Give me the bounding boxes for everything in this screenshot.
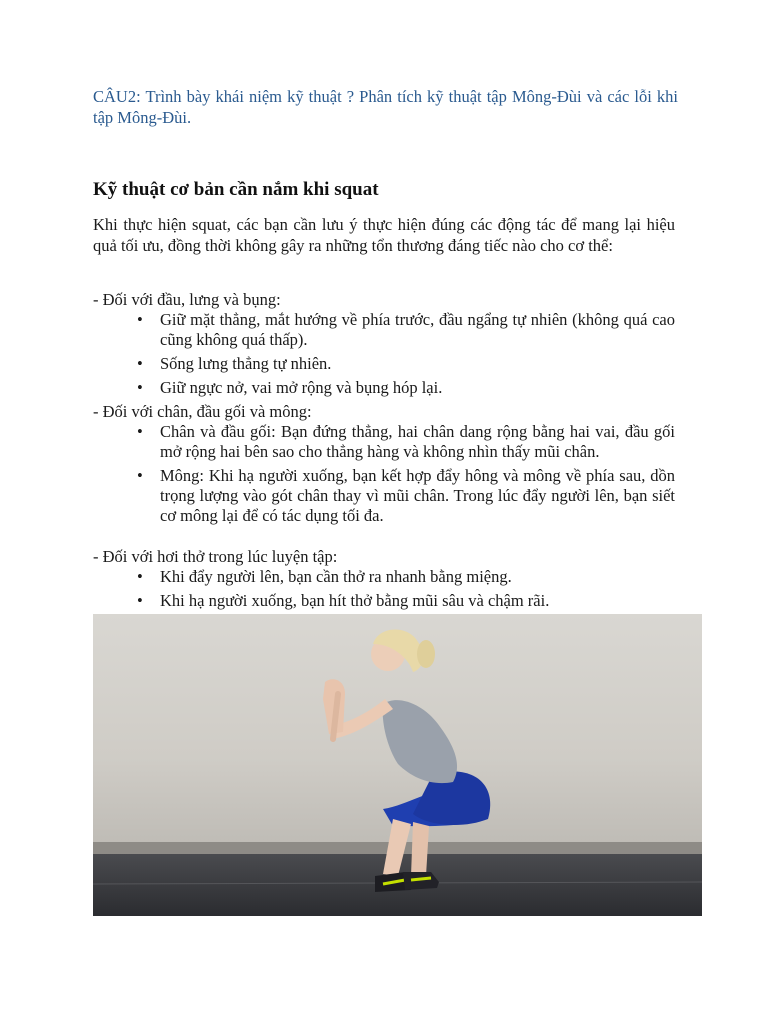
intro-paragraph: Khi thực hiện squat, các bạn cần lưu ý thực hiện đúng các động tác để mang lại hiệu quả tối ưu, đồng thời không gây ra những tổn thương đáng tiếc nào cho cơ thể: — [93, 215, 675, 255]
question-text: CÂU2: Trình bày khái niệm kỹ thuật ? Phân tích kỹ thuật tập Mông-Đùi và các lỗi khi tập Mông-Đùi. — [93, 87, 678, 127]
section-legs-knees-glutes — [93, 402, 675, 530]
bullet-icon: • — [137, 378, 143, 397]
bullet-icon: • — [137, 354, 143, 373]
section-head-back-abs — [93, 290, 675, 402]
bullet-icon: • — [137, 466, 143, 485]
section-title: - Đối với hơi thở trong lúc luyện tập: — [93, 547, 338, 566]
squat-photo — [93, 614, 702, 916]
bullet-icon: • — [137, 567, 143, 586]
list-item: • Giữ ngực nở, vai mở rộng và bụng hóp lại. — [137, 378, 443, 397]
shin — [411, 822, 429, 876]
bullet-icon: • — [137, 422, 143, 441]
bullet-list — [93, 310, 675, 398]
section-breathing — [93, 547, 675, 615]
list-item: • Mông: Khi hạ người xuống, bạn kết hợp đẩy hông và mông về phía sau, dồn trọng lượng vào gót chân thay vì mũi chân. Trong lúc đẩy người lên, bạn siết cơ mông lại để có tác dụng tối đa. — [137, 466, 675, 525]
list-item: • Khi đẩy người lên, bạn cần thở ra nhanh bằng miệng. — [137, 567, 512, 586]
bullet-list — [93, 567, 675, 611]
squat-illustration — [93, 614, 702, 916]
bullet-list — [93, 422, 675, 526]
shoe — [411, 878, 431, 880]
section-heading: Kỹ thuật cơ bản cần nắm khi squat — [93, 179, 379, 200]
list-item: • Khi hạ người xuống, bạn hít thở bằng mũi sâu và chậm rãi. — [137, 591, 550, 610]
list-item: • Giữ mặt thẳng, mắt hướng về phía trước, đầu ngẩng tự nhiên (không quá cao cũng không quá thấp). — [137, 310, 675, 349]
bullet-icon: • — [137, 591, 143, 610]
section-title: - Đối với đầu, lưng và bụng: — [93, 290, 281, 309]
section-title: - Đối với chân, đầu gối và mông: — [93, 402, 312, 421]
bullet-icon: • — [137, 310, 143, 329]
ponytail — [417, 640, 435, 668]
list-item: • Chân và đầu gối: Bạn đứng thẳng, hai chân dang rộng bằng hai vai, đầu gối mở rộng hai bên sao cho thẳng hàng và không nhìn thấy mũi chân. — [137, 422, 675, 461]
list-item: • Sống lưng thẳng tự nhiên. — [137, 354, 332, 373]
